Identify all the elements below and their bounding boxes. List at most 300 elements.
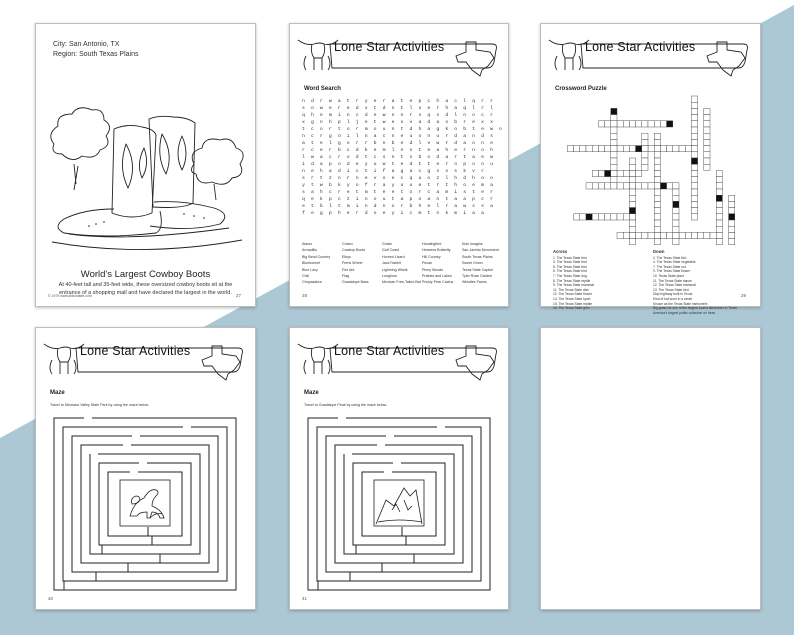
page-blank: [540, 327, 761, 610]
copyright-note: © 1979 www.kidsnasite.com: [48, 294, 92, 298]
crossword-cell: [716, 208, 722, 214]
crossword-cell: [636, 183, 642, 189]
word-bank-item: Longhorn: [382, 274, 398, 279]
crossword-cell: [704, 108, 710, 114]
crossword-cell: [691, 127, 697, 133]
crossword-cell: [685, 146, 691, 152]
crossword-cell: [611, 121, 617, 127]
word-bank-item: Prickly Pear Cactus: [422, 280, 454, 285]
page-cowboy-boots: [35, 23, 256, 307]
word-search-row: r c e r b c d k e m l n s t e a h e r n o h: [302, 148, 495, 153]
crossword-cell: [704, 158, 710, 164]
crossword-cell: [710, 232, 716, 238]
crossword-cell: [636, 121, 642, 127]
down-clue: 9. The Texas State flower: [653, 269, 691, 274]
crossword-cell: [642, 133, 648, 139]
down-clue: Known as the Texas State instrument: [653, 301, 708, 306]
crossword-cell: [704, 232, 710, 238]
crossword-cell: [660, 146, 666, 152]
crossword-cell: [704, 121, 710, 127]
down-clue: 13. The Texas State bird: [653, 287, 689, 292]
crossword-cell: [567, 146, 573, 152]
crossword-cell: [629, 121, 635, 127]
crossword-cell: [629, 232, 635, 238]
crossword-cell: [617, 121, 623, 127]
crossword-cell: [592, 183, 598, 189]
crossword-cell: [716, 195, 722, 201]
maze-wall: [353, 463, 445, 545]
across-clue: 8. The Texas State reptile: [553, 278, 591, 283]
crossword-cell: [673, 226, 679, 232]
crossword-cell: [629, 183, 635, 189]
crossword-cell: [673, 239, 679, 245]
down-clue: 4. The Texas State vegetable: [653, 260, 696, 265]
crossword-cell: [629, 158, 635, 164]
word-bank-item: Guitar: [382, 242, 392, 246]
crossword-cell: [642, 164, 648, 170]
crossword-cell: [642, 146, 648, 152]
crossword-cell: [617, 214, 623, 220]
crossword-cell: [660, 232, 666, 238]
maze-mountain: [304, 414, 494, 594]
word-bank-item: Lightning Whelk: [382, 267, 408, 272]
crossword-cell: [611, 133, 617, 139]
crossword-cell: [629, 195, 635, 201]
crossword-cell: [580, 146, 586, 152]
word-bank-item: Heavens Butterfly: [422, 248, 451, 253]
crossword-cell: [729, 226, 735, 232]
crossword-cell: [642, 139, 648, 145]
word-bank-item: Tyler Rose Garden: [462, 274, 493, 279]
crossword-cell: [654, 164, 660, 170]
crossword-cell: [611, 183, 617, 189]
crossword-cell: [598, 183, 604, 189]
crossword-cell: [704, 127, 710, 133]
word-bank-item: Chili: [302, 274, 309, 279]
crossword-cell: [691, 170, 697, 176]
section-title: Word Search: [304, 86, 341, 92]
crossword-cell: [660, 183, 666, 189]
across-clue: 14. The Texas State sport: [553, 296, 591, 301]
word-bank-item: Cotton: [342, 242, 353, 246]
crossword-cell: [691, 189, 697, 195]
crossword-cell: [691, 158, 697, 164]
maze-instruction: Travel to Dinosaur Valley State Park by using the maze below.: [50, 403, 149, 407]
crossword-cell: [673, 201, 679, 207]
crossword-cell: [654, 133, 660, 139]
crossword-cell: [605, 121, 611, 127]
word-bank-item: Hill Country: [422, 254, 441, 259]
crossword-cell: [716, 170, 722, 176]
crossword-cell: [729, 239, 735, 245]
attraction-title: World's Largest Cowboy Boots: [80, 269, 211, 280]
crossword-cell: [623, 232, 629, 238]
across-clue: 7. The Texas State dog: [553, 273, 587, 278]
crossword-cell: [716, 239, 722, 245]
word-bank-item: Jack Rabbit: [382, 261, 401, 266]
word-bank: [302, 242, 502, 286]
crossword-cell: [654, 232, 660, 238]
crossword-cell: [716, 232, 722, 238]
crossword-cell: [691, 195, 697, 201]
crossword-cell: [598, 121, 604, 127]
page-number: 28: [302, 293, 308, 298]
word-search-row: a t e l g o r r b n b e d l v w r d a o n e: [302, 141, 495, 146]
across-clue: 9. The Texas State mammal: [553, 283, 594, 288]
across-heading: Across: [553, 249, 568, 254]
crossword-cell: [629, 220, 635, 226]
crossword-cell: [636, 170, 642, 176]
crossword-cell: [691, 183, 697, 189]
word-search-row: s o w e r e d x t d n t l x e r h a q l r l: [302, 106, 495, 111]
crossword-cell: [654, 208, 660, 214]
crossword-cell: [623, 146, 629, 152]
maze-wall: [72, 436, 218, 572]
crossword-cell: [605, 146, 611, 152]
crossword-cell: [729, 214, 735, 220]
word-search-row: s a h c r e t m t e e t o r c a m i s t e r: [302, 190, 495, 195]
word-bank-item: Prairies and Lakes: [422, 274, 452, 279]
crossword-cell: [691, 102, 697, 108]
across-clue: 6. The Texas State bird: [553, 269, 587, 274]
crossword-cell: [592, 214, 598, 220]
crossword-cell: [611, 115, 617, 121]
crossword-cell: [611, 108, 617, 114]
crossword-cell: [673, 195, 679, 201]
crossword-cell: [673, 214, 679, 220]
crossword-cell: [617, 232, 623, 238]
word-search-row: x g n h p l j e t w e x v a d a o b r e x x: [302, 120, 495, 125]
page-number: 41: [302, 596, 308, 601]
word-search-row: y t w b k y o f r a y u u e t r t h o e m a: [302, 183, 495, 188]
down-clue: Big grass for one of the largest tourist attractions in Texas: [653, 306, 737, 311]
dinosaur-illustration: [120, 480, 170, 526]
down-clue: 12. The Texas State mammal: [653, 283, 696, 288]
word-bank-item: Cowboy Boots: [342, 248, 366, 253]
word-bank-item: Bluebonnet: [302, 261, 321, 266]
word-bank-item: Gulf Coast: [382, 248, 399, 253]
crossword-cell: [629, 214, 635, 220]
crossword-cell: [598, 170, 604, 176]
crossword-cell: [691, 133, 697, 139]
section-title: Crossword Puzzle: [555, 86, 607, 92]
crossword-cell: [691, 177, 697, 183]
crossword-cell: [654, 177, 660, 183]
crossword-cell: [704, 152, 710, 158]
down-clue: 11. The Texas State dance: [653, 278, 692, 283]
word-bank-item: South Texas Plains: [462, 254, 493, 259]
crossword-cell: [691, 139, 697, 145]
crossword-cell: [654, 189, 660, 195]
banner-title: Lone Star Activities: [334, 344, 445, 358]
crossword-cell: [654, 226, 660, 232]
banner-title: Lone Star Activities: [334, 40, 445, 54]
crossword-cell: [673, 146, 679, 152]
down-clue: Skip highway built in Texas: [653, 292, 693, 297]
crossword-cell: [716, 183, 722, 189]
crossword-cell: [611, 152, 617, 158]
crossword-cell: [654, 146, 660, 152]
crossword-cell: [667, 121, 673, 127]
crossword-cell: [729, 201, 735, 207]
crossword-cell: [673, 232, 679, 238]
crossword-cell: [691, 108, 697, 114]
mountain-illustration: [374, 480, 424, 526]
section-title: Maze: [304, 390, 319, 396]
crossword-cell: [611, 146, 617, 152]
page-number: 27: [235, 293, 241, 298]
word-bank-item: Texas State Capitol: [462, 267, 493, 272]
city-region-block: [53, 40, 138, 60]
crossword-cell: [642, 183, 648, 189]
page-word-search: [289, 23, 509, 307]
word-bank-item: Whistles Farms: [462, 280, 487, 285]
word-bank-item: Guadalupe Bass: [342, 280, 369, 285]
word-bank-item: Armadillo: [302, 248, 317, 253]
word-bank-item: Pecan: [422, 261, 433, 266]
word-search-row: t c o r t o r m o u n t d h a g k o b t e w o: [302, 127, 504, 132]
crossword-cell: [629, 177, 635, 183]
maze-dinosaur: [50, 414, 240, 594]
crossword-cell: [617, 183, 623, 189]
banner-title: Lone Star Activities: [585, 40, 696, 54]
maze-instruction: Travel to Guadalupe Peak by using the maze below.: [304, 403, 387, 407]
crossword-cell: [716, 226, 722, 232]
crossword-cell: [654, 183, 660, 189]
crossword-cell: [654, 121, 660, 127]
crossword-cell: [648, 183, 654, 189]
crossword-cell: [592, 170, 598, 176]
crossword-cell: [574, 214, 580, 220]
crossword-cell: [673, 220, 679, 226]
crossword-cell: [691, 232, 697, 238]
crossword-cell: [729, 220, 735, 226]
crossword-cell: [629, 170, 635, 176]
word-bank-item: Elbys: [342, 254, 351, 259]
word-search-row: q h e m i n c d e w n n r s q s d l n o c r: [302, 113, 495, 118]
down-clue: 2. The Texas State fish: [653, 255, 687, 260]
crossword-cell: [642, 158, 648, 164]
crossword-cell: [667, 183, 673, 189]
crossword-cell: [654, 239, 660, 245]
crossword-grid: [555, 96, 747, 246]
crossword-cell: [623, 183, 629, 189]
word-bank-item: Horned Lizard: [382, 254, 405, 259]
down-clue: 7. The Texas State nut: [653, 264, 686, 269]
down-clue: America's largest public collection on trees: [653, 310, 716, 315]
down-clue: 10. Texas State plant: [653, 273, 684, 278]
crossword-cell: [617, 146, 623, 152]
crossword-cell: [636, 146, 642, 152]
crossword-cell: [629, 226, 635, 232]
crossword-cell: [673, 183, 679, 189]
crossword-cell: [654, 152, 660, 158]
crossword-cell: [704, 146, 710, 152]
down-heading: Down: [653, 249, 665, 254]
texas-map-icon: [707, 42, 745, 76]
word-bank-item: Fire Ant: [342, 267, 355, 272]
crossword-cell: [611, 170, 617, 176]
crossword-cell: [586, 146, 592, 152]
word-search-row: l w a c r o d t c s n t s b o d a r t a e w: [302, 155, 495, 160]
crossword-cell: [629, 189, 635, 195]
across-clues: [553, 250, 645, 311]
crossword-cell: [648, 146, 654, 152]
maze-wall: [317, 427, 481, 581]
texas-map-icon: [202, 346, 240, 380]
across-clue: 11. The Texas State dish: [553, 287, 589, 292]
maze-wall: [90, 454, 200, 554]
crossword-cell: [654, 201, 660, 207]
crossword-cell: [574, 146, 580, 152]
crossword-cell: [648, 232, 654, 238]
word-bank-item: Mexican Free-Tailed Bat: [382, 280, 421, 285]
down-clue: Kind of hat worn in a ranch: [653, 296, 693, 301]
crossword-cell: [667, 146, 673, 152]
across-clue: 15. The Texas State reptile: [553, 301, 593, 306]
crossword-cell: [642, 121, 648, 127]
crossword-cell: [685, 232, 691, 238]
maze-wall: [362, 472, 436, 536]
crossword-cell: [611, 164, 617, 170]
crossword-cell: [648, 121, 654, 127]
word-bank-item: Flag: [342, 274, 349, 279]
crossword-cell: [654, 195, 660, 201]
crossword-cell: [729, 195, 735, 201]
crossword-cell: [691, 152, 697, 158]
crossword-cell: [654, 214, 660, 220]
crossword-cell: [592, 146, 598, 152]
crossword-cell: [636, 232, 642, 238]
crossword-cell: [691, 115, 697, 121]
crossword-cell: [691, 121, 697, 127]
crossword-cell: [691, 146, 697, 152]
crossword-cell: [611, 127, 617, 133]
word-search-row: n d r w a t r y e r a t e p c h a c l q r r: [302, 99, 495, 104]
page-maze-dinosaur: [35, 327, 256, 610]
crossword-cell: [598, 214, 604, 220]
crossword-cell: [629, 201, 635, 207]
crossword-cell: [704, 139, 710, 145]
word-bank-item: Hoodingbird: [422, 242, 442, 246]
crossword-cell: [611, 177, 617, 183]
page-maze-mountain: [289, 327, 509, 610]
word-search-row: i d a p o d e y u w t e d t t e r o p o o u: [302, 162, 495, 167]
word-search-row: q e k p c z i n o u t a p o a n t a a p c r: [302, 197, 495, 202]
attraction-description: At 40-feet tall and 35-feet wide, these oversized cowboy boots sit at the entrance of a shopping mall and have declared the largest in the world.: [58, 282, 233, 296]
texas-map-icon: [456, 42, 494, 76]
section-title: Maze: [50, 390, 65, 396]
crossword-cell: [704, 164, 710, 170]
word-bank-item: Big Bend Country: [302, 254, 331, 259]
crossword-cell: [642, 152, 648, 158]
texas-map-icon: [456, 346, 494, 380]
maze-wall: [108, 472, 182, 536]
word-bank-item: Blue Lacy: [302, 267, 318, 272]
banner-title: Lone Star Activities: [80, 344, 191, 358]
maze-wall: [63, 427, 227, 581]
crossword-cell: [673, 189, 679, 195]
crossword-cell: [611, 158, 617, 164]
crossword-cell: [729, 232, 735, 238]
crossword-cell: [704, 133, 710, 139]
crossword-cell: [617, 170, 623, 176]
crossword-cell: [679, 146, 685, 152]
crossword-cell: [598, 146, 604, 152]
cowboy-boots-illustration: [44, 74, 247, 269]
word-bank-item: Chupacabra: [302, 280, 322, 285]
crossword-cell: [679, 232, 685, 238]
word-search-row: e t b l t m i n d n o r b h e l r a w s s a: [302, 204, 495, 209]
word-bank-item: San Jacinto Monument: [462, 248, 499, 253]
crossword-cell: [691, 201, 697, 207]
crossword-cell: [605, 214, 611, 220]
crossword-cell: [586, 183, 592, 189]
crossword-cell: [716, 220, 722, 226]
word-bank-item: Alamo: [302, 242, 313, 246]
word-search-row: n c r g o i l n a c n e u o n u r d a n d s: [302, 134, 495, 139]
down-clues: [653, 250, 745, 315]
word-bank-item: Ferris Wheel: [342, 261, 363, 266]
across-clue: 16. The Texas State gem: [553, 306, 590, 311]
crossword-cell: [623, 121, 629, 127]
crossword-cell: [586, 214, 592, 220]
page-number: 29: [740, 293, 746, 298]
across-clue: 12. The Texas State flower: [553, 292, 592, 297]
crossword-cell: [629, 208, 635, 214]
across-clue: 3. The Texas State fruit: [553, 260, 587, 265]
word-search-row: f e g p h e r d o e y i c m t n k m i a a: [302, 211, 486, 216]
crossword-cell: [611, 214, 617, 220]
word-bank-item: Kids Imagine: [462, 242, 483, 246]
crossword-cell: [654, 139, 660, 145]
page-number: 40: [48, 596, 54, 601]
crossword-cell: [629, 146, 635, 152]
crossword-cell: [629, 164, 635, 170]
word-search-grid: [302, 98, 504, 217]
maze-wall: [326, 436, 472, 572]
crossword-cell: [623, 214, 629, 220]
crossword-cell: [716, 189, 722, 195]
crossword-cell: [629, 239, 635, 245]
region-line: Region: South Texas Plains: [53, 51, 139, 58]
crossword-cell: [605, 183, 611, 189]
crossword-cell: [716, 177, 722, 183]
maze-wall: [99, 463, 191, 545]
across-clue: 5. The Texas State tree: [553, 264, 587, 269]
crossword-cell: [698, 232, 704, 238]
crossword-cell: [580, 214, 586, 220]
crossword-cell: [642, 232, 648, 238]
across-clue: 1. The Texas State fern: [553, 255, 587, 260]
crossword-cell: [654, 220, 660, 226]
crossword-cell: [691, 214, 697, 220]
city-line: City: San Antonio, TX: [53, 41, 120, 48]
crossword-cell: [716, 201, 722, 207]
word-search-row: n e h a d i c t i f a g a c g s o s k v r: [302, 169, 486, 174]
crossword-cell: [667, 232, 673, 238]
word-bank-item: Sweet Onion: [462, 261, 483, 266]
crossword-cell: [605, 170, 611, 176]
word-search-row: s r t z n r n e v o e c q u o z l h d h o o: [302, 176, 495, 181]
crossword-cell: [691, 164, 697, 170]
crossword-cell: [691, 96, 697, 102]
word-bank-item: Piney Woods: [422, 267, 444, 272]
crossword-cell: [704, 115, 710, 121]
crossword-cell: [729, 208, 735, 214]
page-crossword: [540, 23, 761, 315]
crossword-cell: [654, 158, 660, 164]
